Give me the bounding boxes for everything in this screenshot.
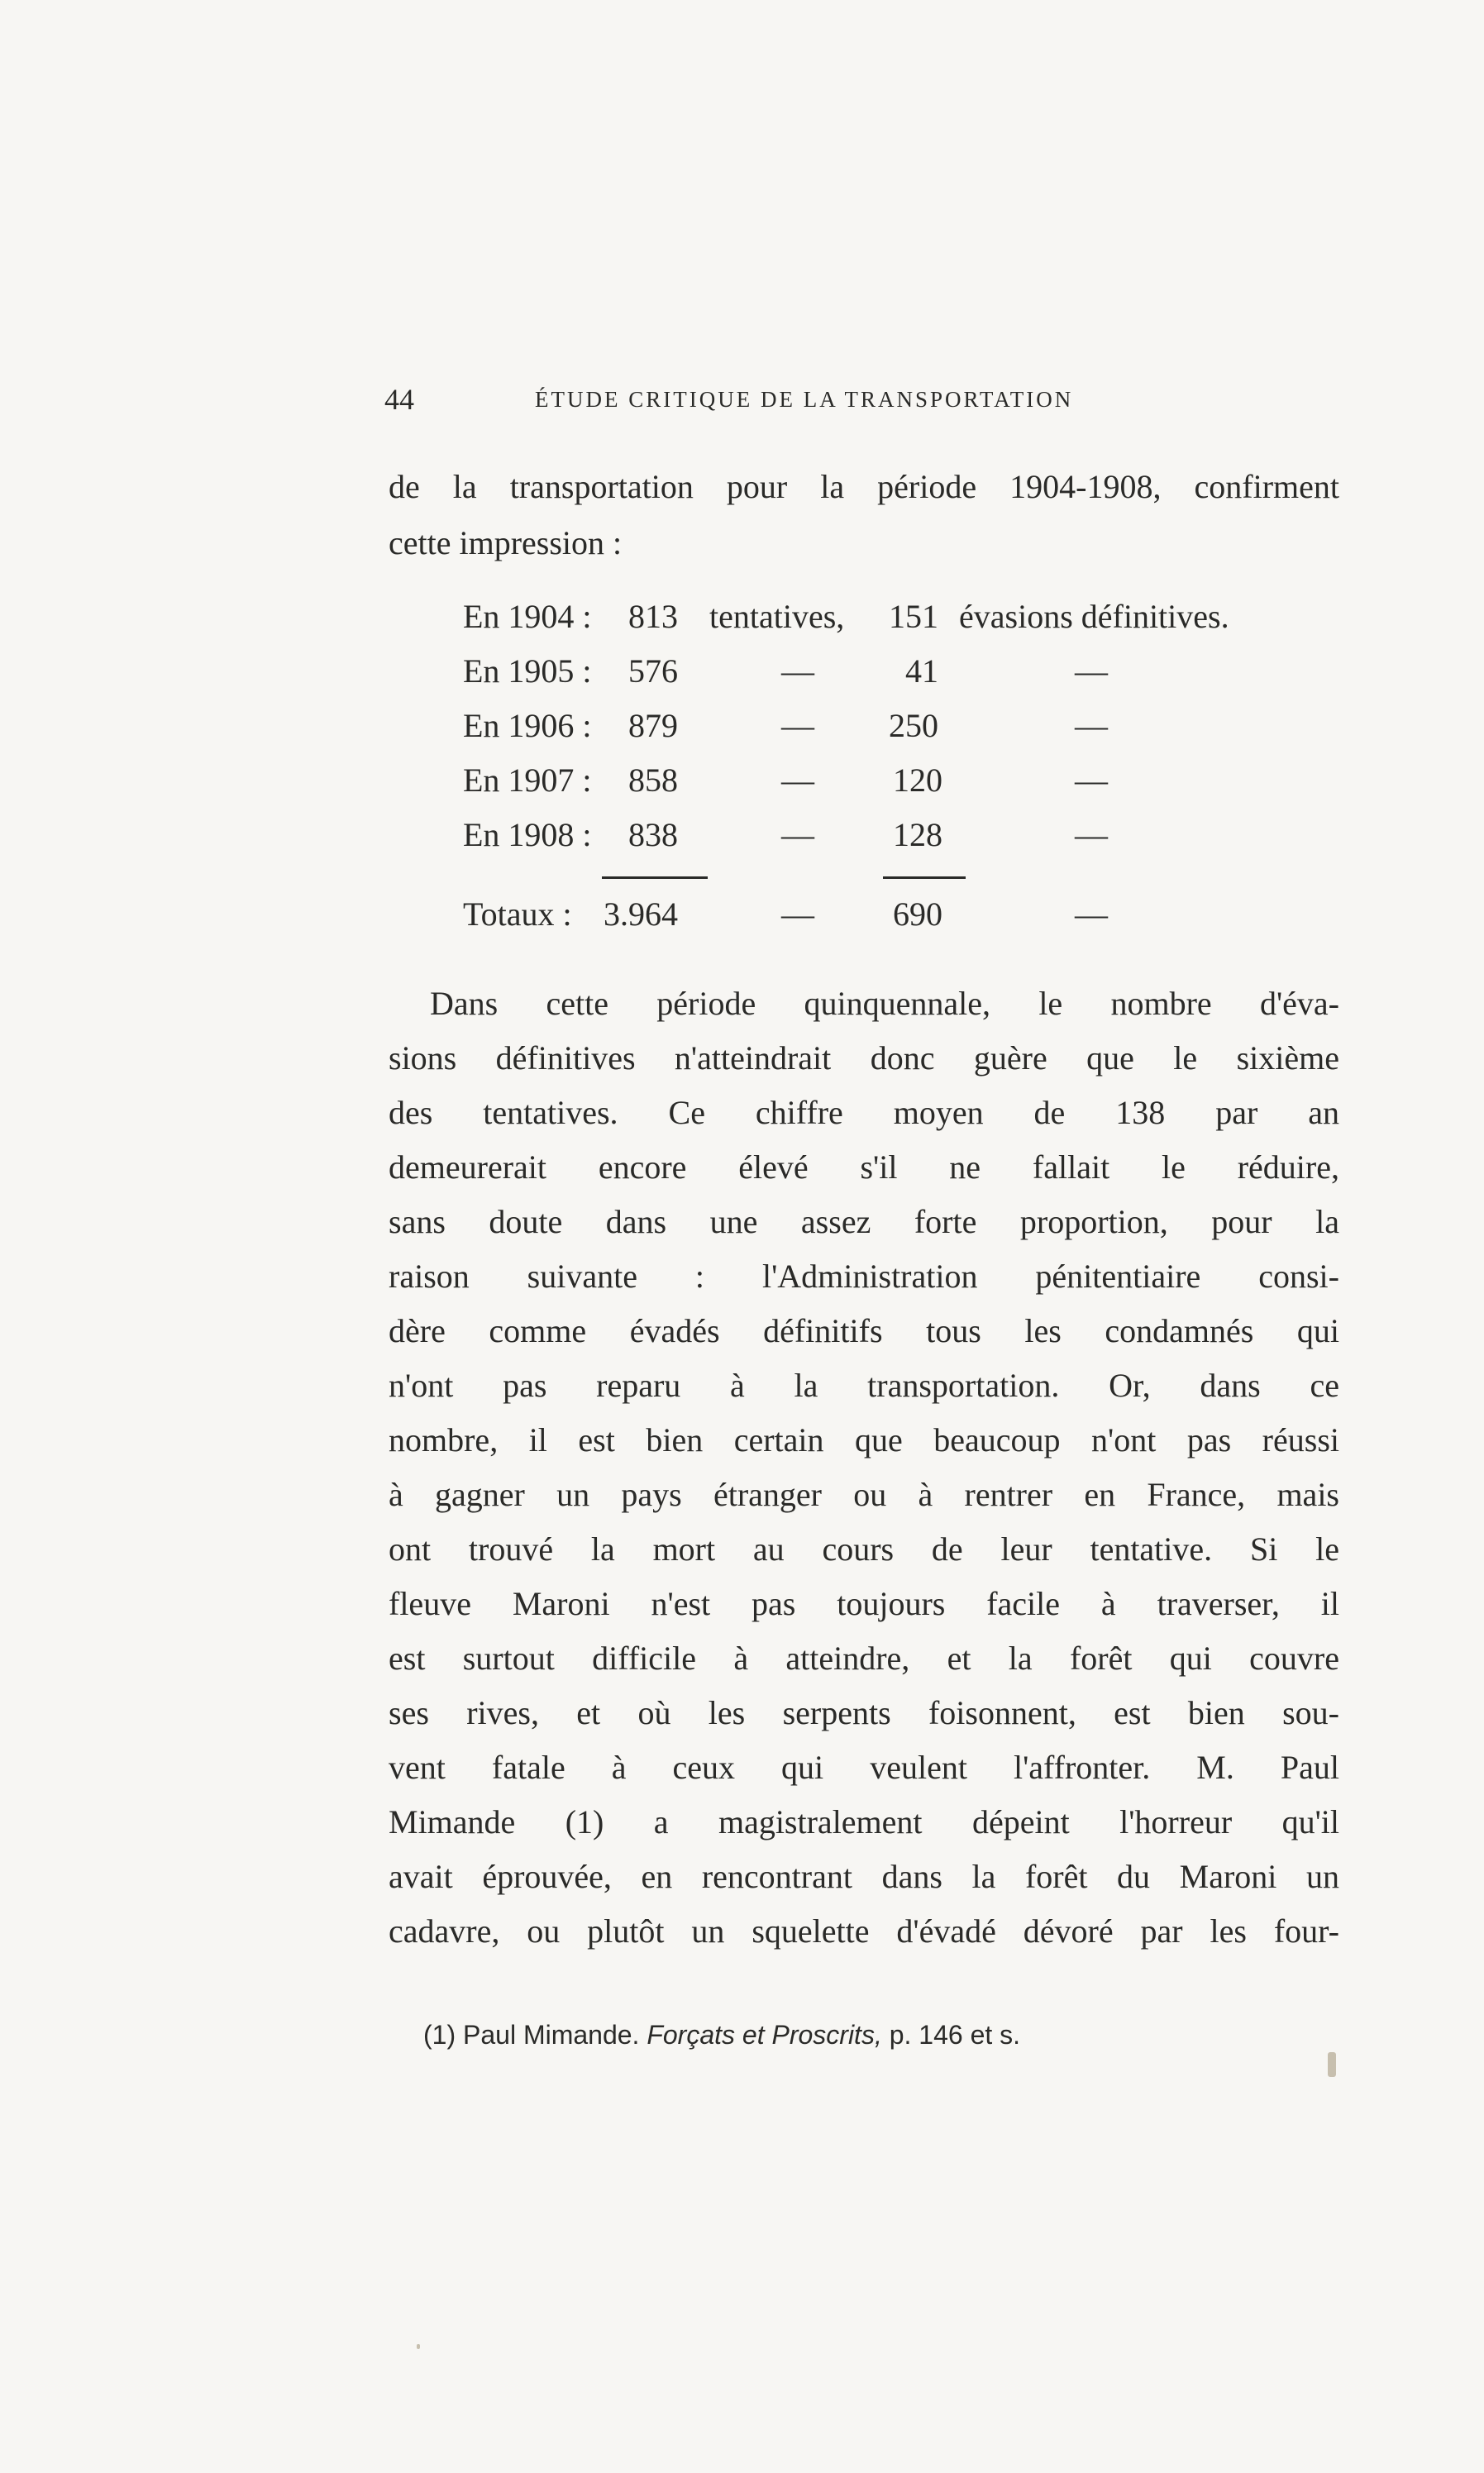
- footnote-author: Paul Mimande.: [463, 2020, 640, 2050]
- running-title: ÉTUDE CRITIQUE DE LA TRANSPORTATION: [535, 387, 1074, 412]
- paper-blemish: [417, 2344, 420, 2349]
- text-line: cadavre, ou plutôt un squelette d'évadé dévoré par les four-: [389, 1912, 1339, 1950]
- totals-label: Totaux :: [463, 895, 572, 933]
- table-row: [463, 706, 1298, 747]
- text-line: Dans cette période quinquennale, le nombre d'éva-: [430, 985, 1339, 1022]
- year-label: En 1908 :: [463, 816, 592, 853]
- text-line: cette impression :: [389, 524, 623, 561]
- ditto-mark: —: [781, 707, 814, 744]
- year-label: En 1906 :: [463, 707, 592, 744]
- paper-blemish: [1328, 2052, 1336, 2077]
- attempts-value: 813: [628, 598, 678, 635]
- text-line: sans doute dans une assez forte proportion, pour la: [389, 1203, 1339, 1240]
- text-line: nombre, il est bien certain que beaucoup n'ont pas réussi: [389, 1421, 1339, 1458]
- year-label: En 1904 :: [463, 598, 592, 635]
- attempts-value: 879: [628, 707, 678, 744]
- escapes-value: 151: [889, 598, 938, 635]
- attempts-word: tentatives,: [709, 598, 845, 635]
- escapes-value: 250: [889, 707, 938, 744]
- year-label: En 1905 :: [463, 652, 592, 690]
- text-line: ont trouvé la mort au cours de leur tentative. Si le: [389, 1530, 1339, 1568]
- attempts-value: 838: [628, 816, 678, 853]
- text-line: dère comme évadés définitifs tous les condamnés qui: [389, 1312, 1339, 1349]
- ditto-mark: —: [1075, 895, 1108, 933]
- escapes-value: 120: [893, 761, 942, 799]
- text-line: Mimande (1) a magistralement dépeint l'horreur qu'il: [389, 1803, 1339, 1840]
- text-line: vent fatale à ceux qui veulent l'affronter. M. Paul: [389, 1749, 1339, 1786]
- ditto-mark: —: [1075, 761, 1108, 799]
- ditto-mark: —: [1075, 816, 1108, 853]
- ditto-mark: —: [781, 652, 814, 690]
- ditto-mark: —: [1075, 652, 1108, 690]
- escapes-word: évasions définitives.: [959, 598, 1229, 635]
- text-line: sions définitives n'atteindrait donc guère que le sixième: [389, 1039, 1339, 1077]
- text-line: fleuve Maroni n'est pas toujours facile à traverser, il: [389, 1585, 1339, 1622]
- total-attempts-value: 3.964: [604, 895, 678, 933]
- ditto-mark: —: [781, 761, 814, 799]
- text-line: à gagner un pays étranger ou à rentrer en France, mais: [389, 1476, 1339, 1513]
- ditto-mark: —: [781, 816, 814, 853]
- text-line: n'ont pas reparu à la transportation. Or, dans ce: [389, 1367, 1339, 1404]
- footnote: [423, 2020, 1020, 2050]
- running-head: [384, 382, 1211, 423]
- text-line: avait éprouvée, en rencontrant dans la forêt du Maroni un: [389, 1858, 1339, 1895]
- attempts-value: 576: [628, 652, 678, 690]
- text-line: raison suivante : l'Administration pénitentiaire consi-: [389, 1258, 1339, 1295]
- attempts-value: 858: [628, 761, 678, 799]
- total-escapes-value: 690: [893, 895, 942, 933]
- escapes-value: 41: [905, 652, 938, 690]
- table-row: [463, 597, 1298, 638]
- text-line: demeurerait encore élevé s'il ne fallait le réduire,: [389, 1148, 1339, 1186]
- text-line: est surtout difficile à atteindre, et la forêt qui couvre: [389, 1640, 1339, 1677]
- footnote-title: Forçats et Proscrits,: [647, 2020, 882, 2050]
- text-line: ses rives, et où les serpents foisonnent, est bien sou-: [389, 1694, 1339, 1731]
- text-line: des tentatives. Ce chiffre moyen de 138 par an: [389, 1094, 1339, 1131]
- sum-rule-escapes: [883, 876, 966, 879]
- year-label: En 1907 :: [463, 761, 592, 799]
- totals-row: [463, 895, 1298, 936]
- sum-rule-attempts: [602, 876, 708, 879]
- ditto-mark: —: [781, 895, 814, 933]
- table-row: [463, 815, 1298, 857]
- escapes-value: 128: [893, 816, 942, 853]
- page-number: 44: [384, 383, 414, 416]
- text-line: de la transportation pour la période 1904-1908, confirment: [389, 468, 1339, 505]
- ditto-mark: —: [1075, 707, 1108, 744]
- footnote-marker: (1): [423, 2020, 456, 2050]
- footnote-reference: p. 146 et s.: [889, 2020, 1021, 2050]
- table-row: [463, 652, 1298, 693]
- table-row: [463, 761, 1298, 802]
